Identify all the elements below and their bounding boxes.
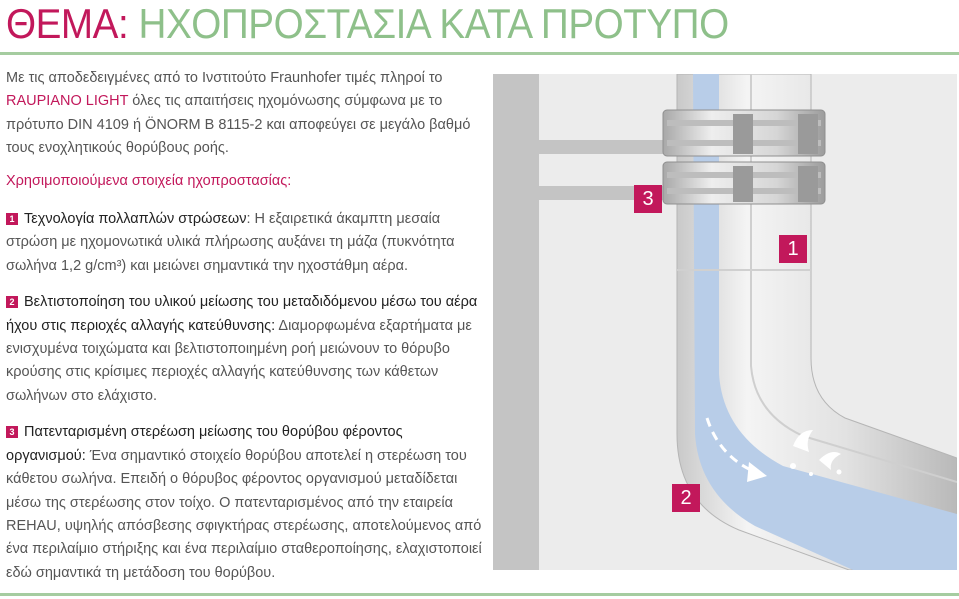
feature-item-1 — [6, 208, 482, 278]
pipe-clamp-lower — [663, 162, 825, 204]
section-subheading: Χρησιμοποιούμενα στοιχεία ηχοπροστασίας: — [6, 172, 292, 189]
feature-item-3 — [6, 421, 482, 585]
title-prefix: ΘΕΜΑ: — [6, 0, 129, 47]
item-number-badge: 2 — [6, 296, 18, 308]
item-number-badge: 3 — [6, 426, 18, 438]
brand-name: RAUPIANO LIGHT — [6, 93, 129, 110]
callout-badge-2: 2 — [672, 484, 700, 512]
feature-item-2 — [6, 291, 482, 408]
wall — [493, 74, 539, 570]
pipe-illustration — [493, 74, 957, 570]
top-divider — [0, 52, 959, 55]
intro-paragraph: Με τις αποδεδειγμένες από το Ινστιτούτο Fraunhofer τιμές πληροί το RAUPIANO LIGHT όλες τις απαιτήσεις ηχομόνωσης σύμφωνα με το πρότυπο DIN 4109 ή ÖNORM B 8115-2 και αποφεύγει σε μεγάλο βαθμό τους ενοχλητικούς θορύβους ροής. — [6, 70, 471, 157]
callout-badge-1: 1 — [779, 235, 807, 263]
item-lead: Τεχνολογία πολλαπλών στρώσεων — [24, 211, 247, 228]
pipe-clamp-upper — [663, 110, 825, 156]
page-title — [6, 0, 729, 48]
pipe-drawing — [493, 74, 957, 570]
item-body: : Η εξαιρετικά άκαμπτη μεσαία στρώση με ηχομονωτικά υλικά πλήρωσης αυξάνει τη μάζα (πυκνότητα σωλήνα 1,2 g/cm³) και μειώνει σημαντικά την ηχοστάθμη αέρα. — [6, 211, 455, 274]
callout-badge-3: 3 — [634, 185, 662, 213]
item-lead: Βελτιστοποίηση του υλικού μείωσης του μεταδιδόμενου μέσω του αέρα ήχου στις περιοχές αλλαγής κατεύθυνσης: — [6, 294, 478, 334]
title-main: ΗΧΟΠΡΟΣΤΑΣΙΑ ΚΑΤΑ ΠΡΟΤΥΠΟ — [138, 0, 729, 47]
bottom-divider — [0, 593, 959, 596]
item-body: Διαμορφωμένα εξαρτήματα με ενισχυμένα τοιχώματα και βελτιστοποιημένη ροή μειώνουν το θόρυβο κρούσης στις κρίσιμες περιοχές αλλαγής κατεύθυνσης των κάθετων σωλήνων στο ελάχιστο. — [6, 317, 472, 404]
item-body: Ένα σημαντικό στοιχείο θορύβου αποτελεί η στερέωση του κάθετου σωλήνα. Επειδή ο θόρυβος φέροντος οργανισμού μεταδίδεται μέσω της στερέωσης στον τοίχο. Ο πατενταρισμένος από την εταιρεία REHAU, υψηλής απόσβεσης σφιγκτήρας στερέωσης, αποτελούμενος από ένα περιλαίμιο στήριξης και ένα περιλαίμιο σταθεροποίησης, ελαχιστοποιεί εδώ σημαντικά τη μετάδοση του θορύβου. — [6, 447, 482, 581]
wall-bracket — [539, 140, 667, 154]
item-number-badge: 1 — [6, 213, 18, 225]
text-column — [6, 67, 482, 585]
item-lead: Πατενταρισμένη στερέωση μείωσης του θορύβου φέροντος οργανισμού: — [6, 424, 403, 464]
